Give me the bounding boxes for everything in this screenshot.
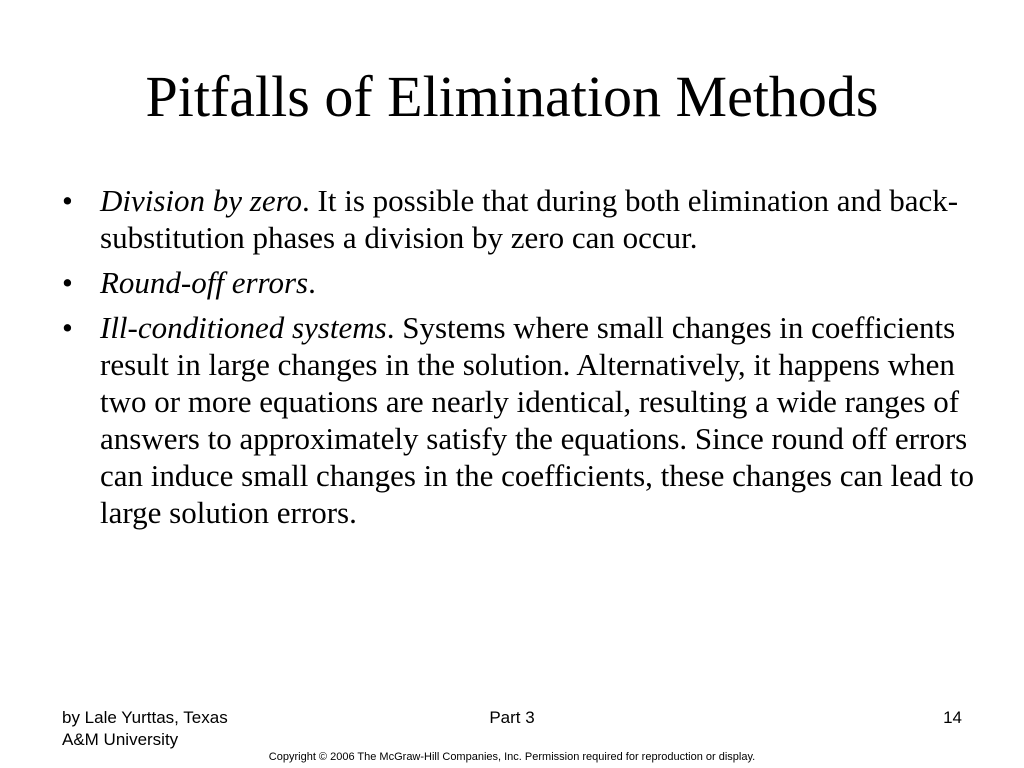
copyright-notice: Copyright © 2006 The McGraw-Hill Companies, Inc. Permission required for reproduction or display. xyxy=(268,751,756,763)
bullet-item-ill-conditioned-systems xyxy=(62,309,977,531)
bullet-text: . Systems where small changes in coefficients result in large changes in the solution. Alternatively, it happens when two or more equations are nearly identical, resulting a wide ranges of answers to approximately satisfy the equations. Since round off errors can induce small changes in the coefficients, these changes can lead to large solution errors. xyxy=(100,310,974,530)
bullet-term: Ill-conditioned systems xyxy=(100,310,387,345)
bullet-term: Division by zero xyxy=(100,183,303,218)
bullet-term: Round-off errors xyxy=(100,265,309,300)
footer-author xyxy=(62,707,282,751)
bullet-list xyxy=(62,182,977,539)
bullet-icon: • xyxy=(62,265,73,300)
footer-author-line-2: A&M University xyxy=(62,730,179,749)
bullet-item-round-off-errors xyxy=(62,264,977,301)
footer-part: Part 3 xyxy=(489,708,535,727)
bullet-item-division-by-zero xyxy=(62,182,977,256)
bullet-text: . xyxy=(308,265,316,300)
page-number: 14 xyxy=(943,708,962,727)
bullet-text: . It is possible that during both elimination and back-substitution phases a division by zero can occur. xyxy=(100,183,959,255)
bullet-icon: • xyxy=(62,183,73,218)
bullet-icon: • xyxy=(62,310,73,345)
footer-author-line-1: by Lale Yurttas, Texas xyxy=(62,708,228,727)
slide-title: Pitfalls of Elimination Methods xyxy=(145,64,879,129)
